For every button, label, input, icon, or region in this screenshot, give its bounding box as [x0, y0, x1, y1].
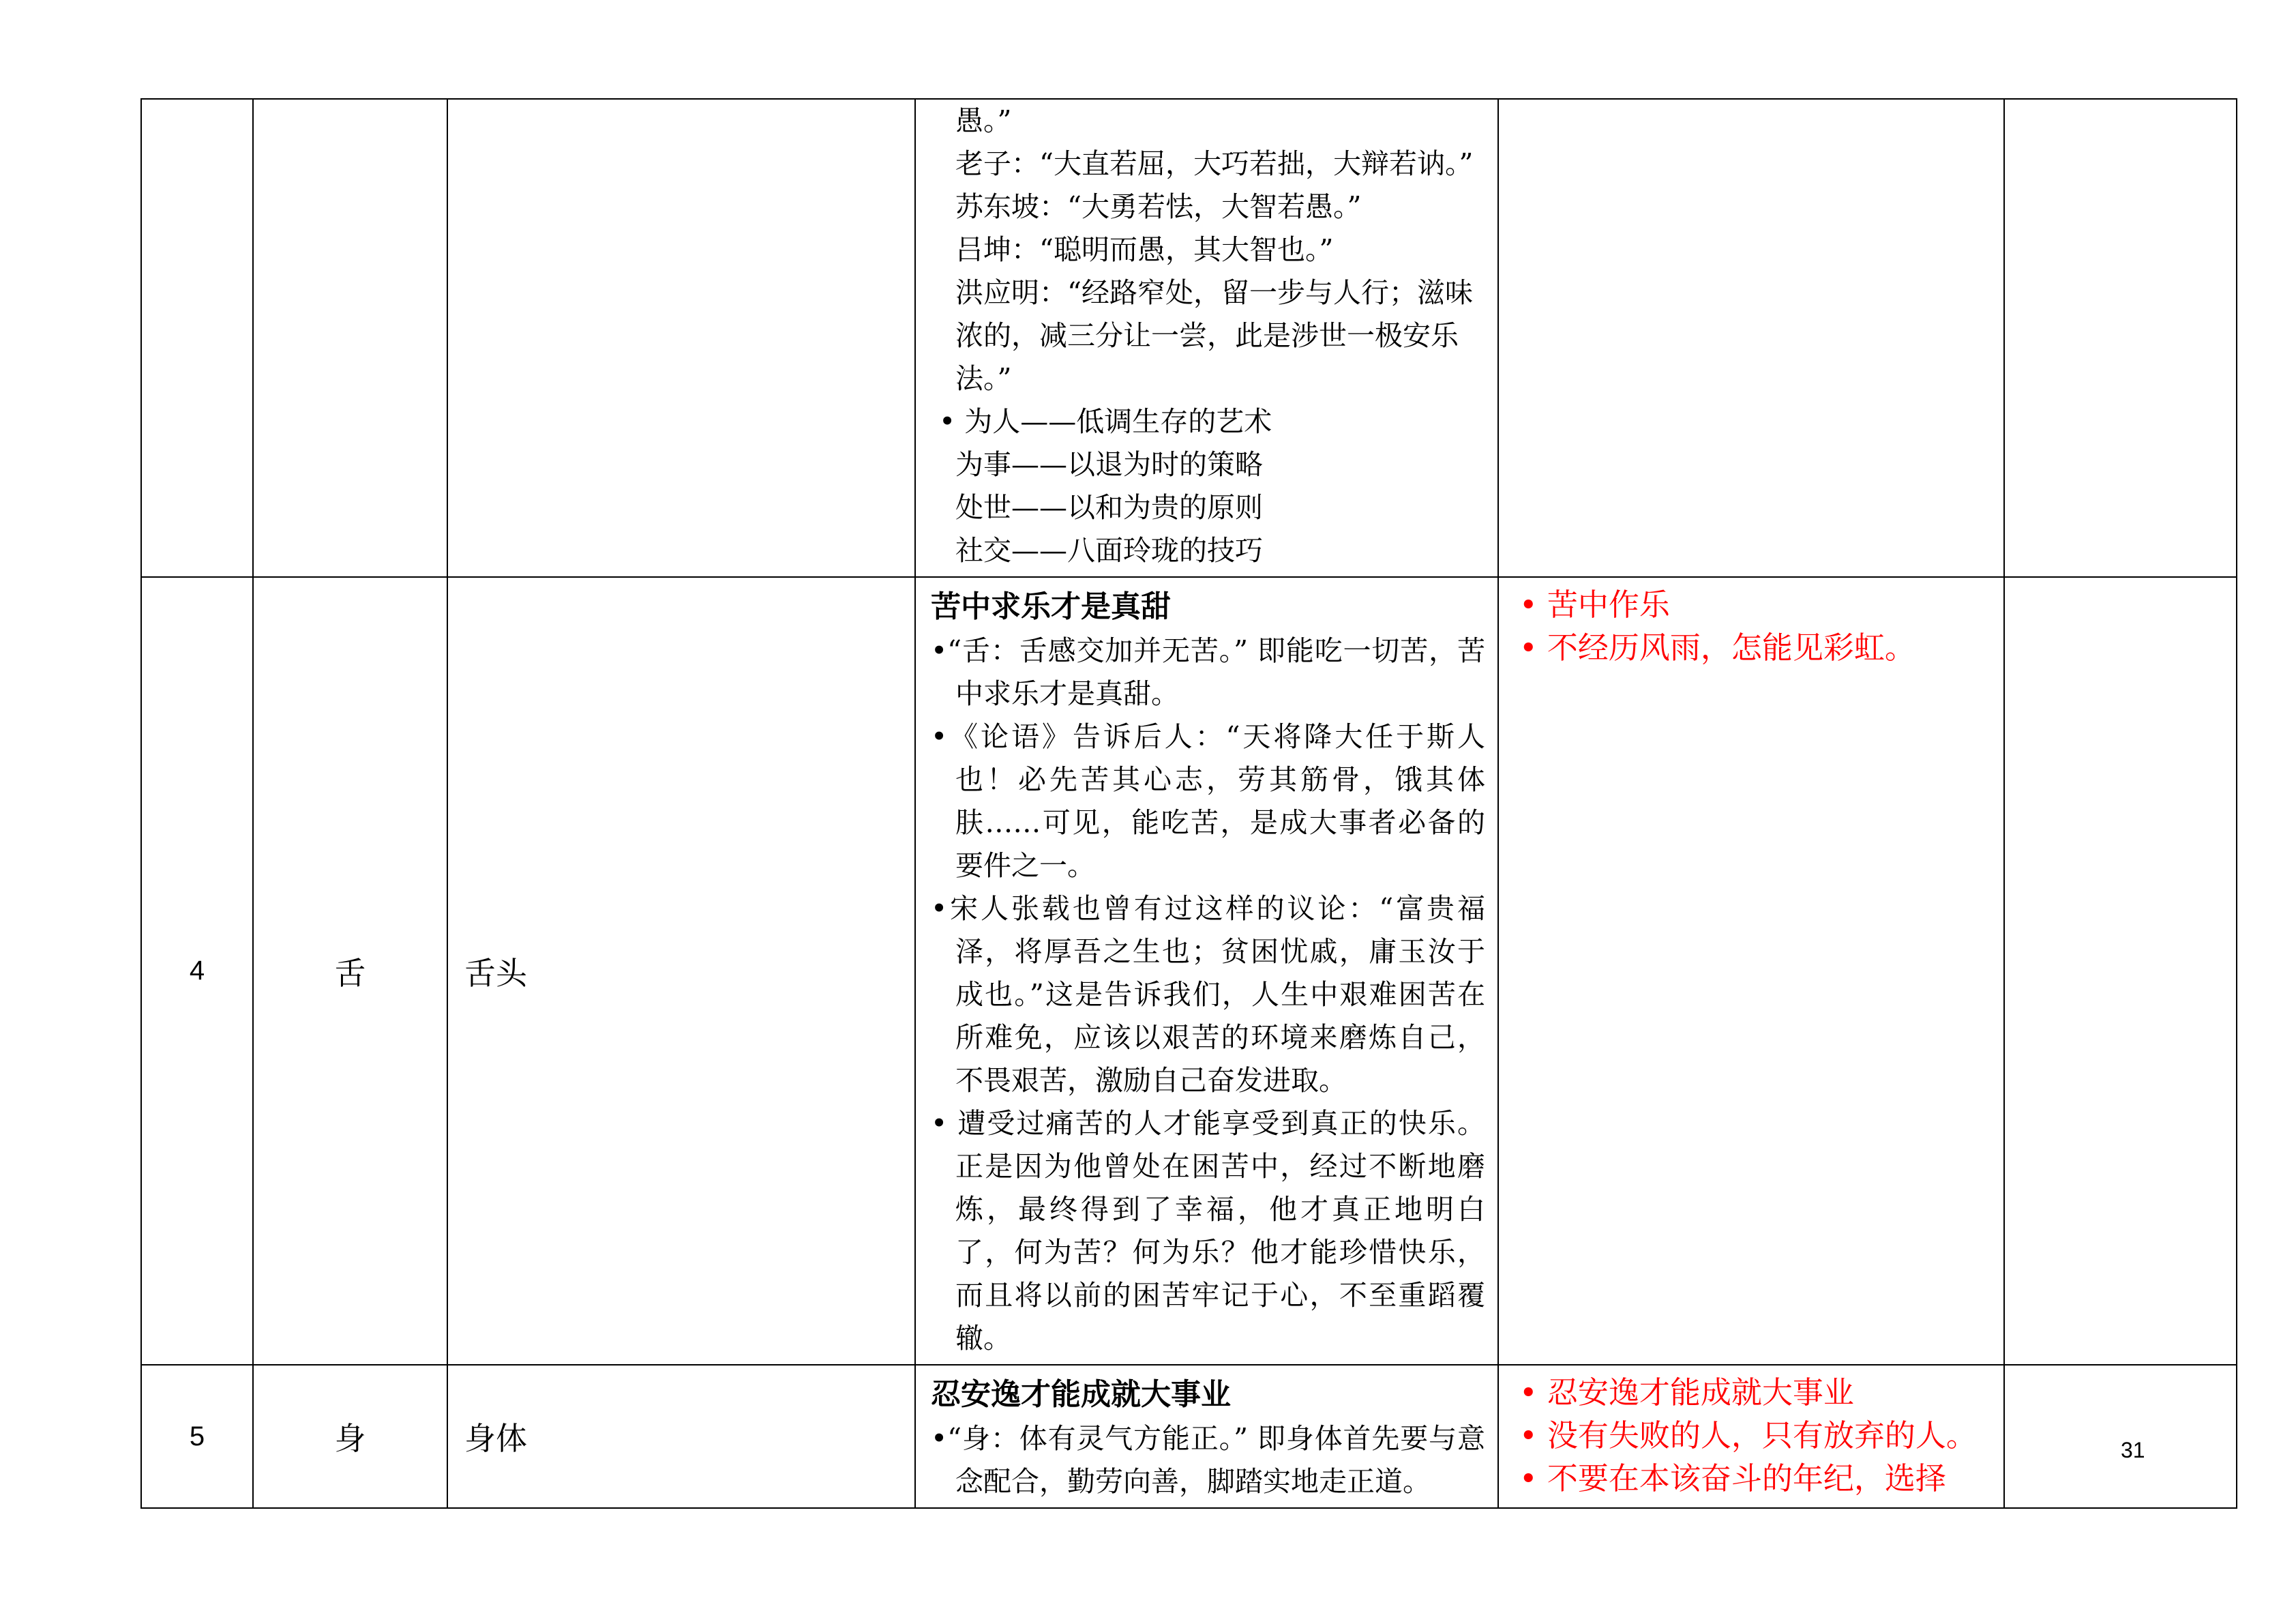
content-line: 法。”: [955, 362, 1012, 395]
row-word: 舌头: [447, 577, 915, 1365]
table-row-4: [141, 577, 2237, 1365]
content-sub-line: 社交——八面玲珑的技巧: [955, 534, 1263, 567]
cell-extra-empty: [2004, 99, 2237, 577]
row-number: 5: [141, 1365, 253, 1508]
table-row-continued: [141, 99, 2237, 577]
content-paragraph: •“舌：舌感交加并无苦。” 即能吃一切苦，苦中求乐才是真甜。: [931, 634, 1485, 710]
content-line: 愚。”: [955, 104, 1012, 137]
saying-item: • 不要在本该奋斗的年纪，选择: [1519, 1460, 1946, 1496]
content-line: 吕坤：“聪明而愚，其大智也。”: [955, 233, 1334, 266]
cell-sayings-row5: [1498, 1365, 2004, 1508]
saying-item: • 不经历风雨，怎能见彩虹。: [1519, 630, 1915, 666]
content-bullet: • 为人——低调生存的艺术: [939, 405, 1272, 438]
cell-content-continued: [915, 99, 1498, 577]
saying-item: • 苦中作乐: [1519, 587, 1670, 623]
cell-char-empty: [253, 99, 447, 577]
cell-sayings-row4: [1498, 577, 2004, 1365]
content-paragraph: • 遭受过痛苦的人才能享受到真正的快乐。正是因为他曾处在困苦中，经过不断地磨炼，最终得到了幸福，他才真正地明白了，何为苦？何为乐？他才能珍惜快乐，而且将以前的困苦牢记于心，不至重蹈覆辙。: [931, 1107, 1485, 1355]
content-heading: 苦中求乐才是真甜: [931, 589, 1171, 624]
content-line: 苏东坡：“大勇若怯，大智若愚。”: [955, 190, 1362, 223]
cell-content-row5: [915, 1365, 1498, 1508]
content-paragraph: •《论语》告诉后人：“天将降大任于斯人也！必先苦其心志，劳其筋骨，饿其体肤……可见，能吃苦，是成大事者必备的要件之一。: [931, 720, 1485, 882]
lesson-table: [140, 98, 2237, 1509]
content-sub-line: 处世——以和为贵的原则: [955, 491, 1263, 524]
content-heading: 忍安逸才能成就大事业: [931, 1377, 1231, 1412]
cell-extra-empty: [2004, 1365, 2237, 1508]
row-character: 身: [253, 1365, 447, 1508]
cell-word-empty: [447, 99, 915, 577]
cell-saying-empty: [1498, 99, 2004, 577]
row-number: 4: [141, 577, 253, 1365]
cell-content-row4: [915, 577, 1498, 1365]
page-number: 31: [2121, 1438, 2145, 1462]
content-line: 洪应明：“经路窄处，留一步与人行；滋味: [955, 276, 1473, 309]
cell-extra-empty: [2004, 577, 2237, 1365]
content-line: 浓的，减三分让一尝，此是涉世一极安乐: [955, 319, 1459, 352]
row-character: 舌: [253, 577, 447, 1365]
row-word: 身体: [447, 1365, 915, 1508]
table-row-5: [141, 1365, 2237, 1508]
content-paragraph: •宋人张载也曾有过这样的议论：“富贵福泽，将厚吾之生也；贫困忧戚，庸玉汝于成也。”这是告诉我们，人生中艰难困苦在所难免，应该以艰苦的环境来磨炼自己，不畏艰苦，激励自己奋发进取。: [931, 892, 1485, 1097]
content-paragraph: •“身：体有灵气方能正。” 即身体首先要与意念配合，勤劳向善，脚踏实地走正道。: [931, 1422, 1485, 1498]
content-line: 老子：“大直若屈，大巧若拙，大辩若讷。”: [955, 147, 1474, 180]
cell-num-empty: [141, 99, 253, 577]
content-sub-line: 为事——以退为时的策略: [955, 448, 1263, 481]
saying-item: • 没有失败的人，只有放弃的人。: [1519, 1417, 1977, 1453]
saying-item: • 忍安逸才能成就大事业: [1519, 1374, 1854, 1411]
